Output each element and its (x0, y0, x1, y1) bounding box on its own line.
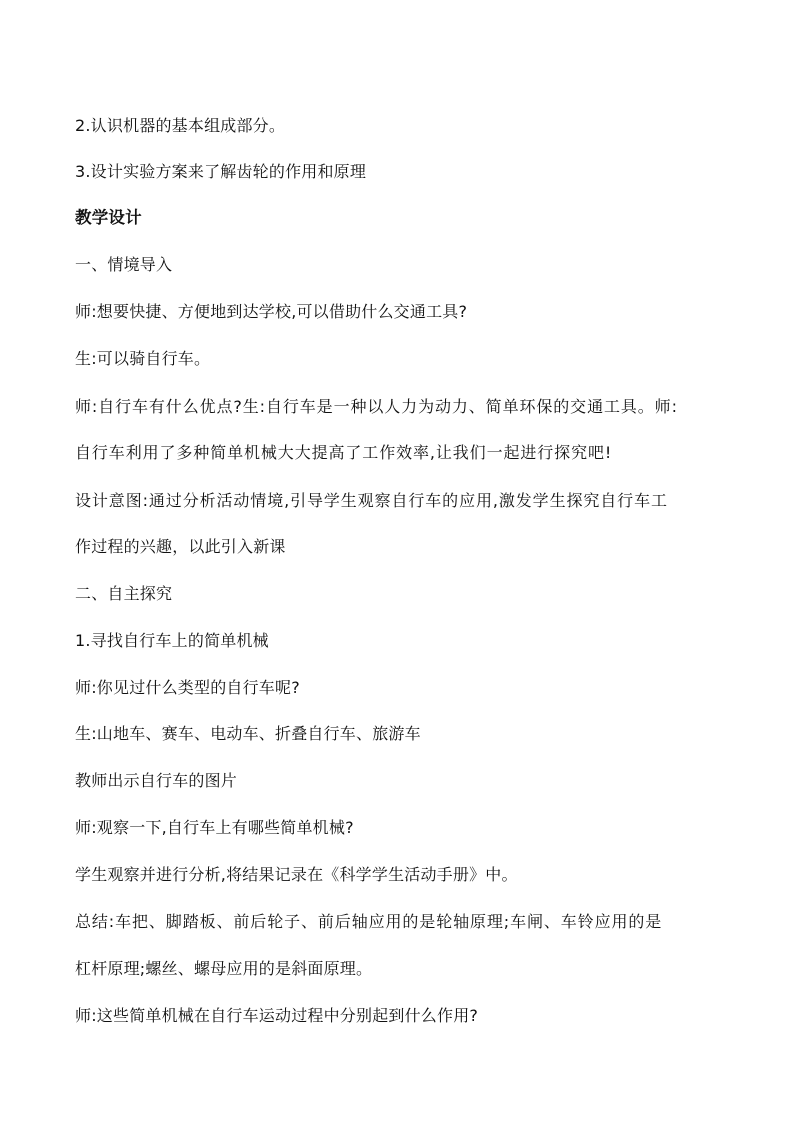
paragraph-teacher-bike-types: 师:你见过什么类型的自行车呢? (75, 678, 300, 697)
paragraph-student-answer: 生:可以骑自行车。 (75, 349, 211, 368)
paragraph-teacher-observe: 师:观察一下,自行车上有哪些简单机械? (75, 818, 354, 837)
paragraph-student-bike-types: 生:山地车、赛车、电动车、折叠自行车、旅游车 (75, 724, 421, 743)
subheading-find-machines: 1.寻找自行车上的简单机械 (75, 631, 269, 650)
subheading-situation-intro: 一、情境导入 (75, 255, 173, 274)
section-heading-teaching-design: 教学设计 (75, 208, 142, 227)
paragraph-teacher-question: 师:想要快捷、方便地到达学校,可以借助什么交通工具? (75, 302, 468, 321)
paragraph-student-record: 学生观察并进行分析,将结果记录在《科学学生活动手册》中。 (75, 865, 518, 884)
paragraph-design-intent-line2: 作过程的兴趣，以此引入新课 (75, 537, 286, 556)
subheading-self-exploration: 二、自主探究 (75, 584, 173, 603)
paragraph-design-intent-line1: 设计意图:通过分析活动情境,引导学生观察自行车的应用,激发学生探究自行车工 (75, 491, 668, 510)
paragraph-teacher-shows-picture: 教师出示自行车的图片 (75, 771, 238, 790)
objective-2: 2.认识机器的基本组成部分。 (75, 116, 286, 135)
paragraph-summary-line2: 杠杆原理;螺丝、螺母应用的是斜面原理。 (75, 959, 373, 978)
paragraph-teacher-function-question: 师:这些简单机械在自行车运动过程中分别起到什么作用? (75, 1006, 479, 1025)
paragraph-bike-advantages-line1: 师:自行车有什么优点?生:自行车是一种以人力为动力、简单环保的交通工具。师: (75, 397, 678, 416)
paragraph-summary-line1: 总结:车把、脚踏板、前后轮子、前后轴应用的是轮轴原理;车闸、车铃应用的是 (75, 912, 663, 931)
paragraph-bike-advantages-line2: 自行车利用了多种简单机械大大提高了工作效率,让我们一起进行探究吧! (75, 443, 613, 462)
objective-3: 3.设计实验方案来了解齿轮的作用和原理 (75, 162, 367, 181)
